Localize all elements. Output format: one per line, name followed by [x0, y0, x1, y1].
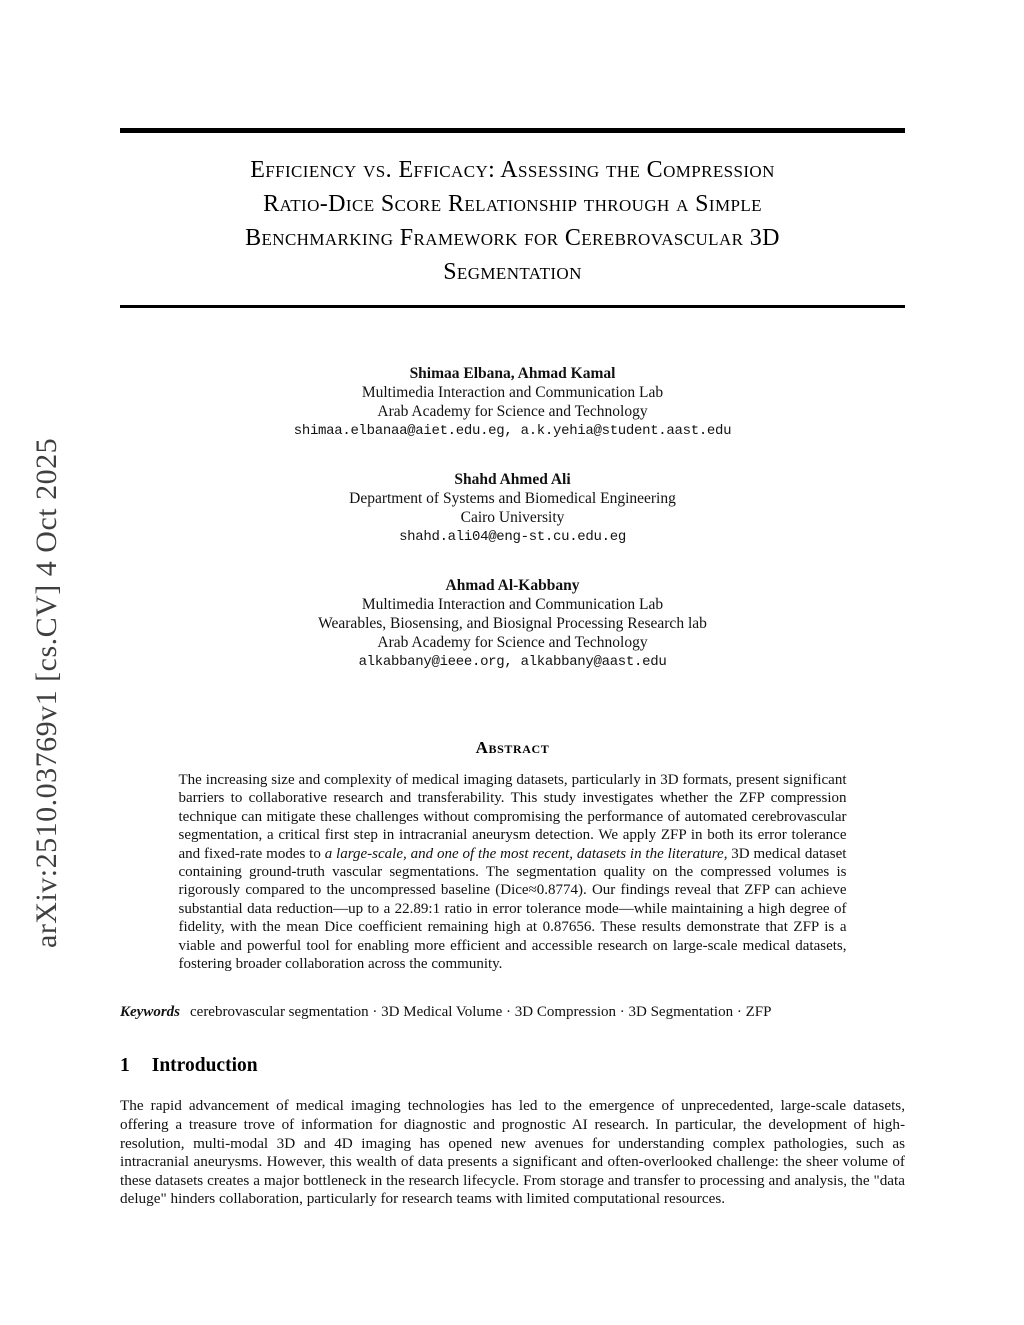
section-number: 1 [120, 1055, 130, 1077]
section-heading-introduction [120, 1055, 905, 1077]
author-email: shahd.ali04@eng-st.cu.edu.eg [399, 529, 626, 545]
paper-title [120, 153, 905, 289]
section-title: Introduction [151, 1055, 258, 1077]
title-line-2: Ratio-Dice Score Relationship through a Simple [263, 191, 762, 217]
author-block-1 [120, 364, 905, 441]
abstract-part-2: , 3D medical dataset containing ground-truth vascular segmentations. The segmentation quality on the compressed volumes is rigorously compared to the uncompressed baseline (Dice≈0.8774). Our findings reveal that ZFP can achieve substantial data reduction—up to a 22.89:1 ratio in error tolerance mode—while maintaining a high degree of fidelity, with the mean Dice coefficient remaining high at 0.87656. These results demonstrate that ZFP is a viable and powerful tool for enabling more efficient and accessible research on large-scale medical datasets, fostering broader collaboration across the community. [178, 845, 847, 973]
author-affiliation: Department of Systems and Biomedical Engineering [349, 490, 676, 507]
title-rule-bottom [120, 305, 905, 308]
introduction-paragraph: The rapid advancement of medical imaging technologies has led to the emergence of unprecedented, large-scale datasets, offering a treasure trove of information for diagnostic and prognostic AI research. In particular, the development of high-resolution, multi-modal 3D and 4D imaging has opened new avenues for understanding complex pathologies, such as intracranial aneurysms. However, this wealth of data presents a significant and often-overlooked challenge: the sheer volume of these datasets creates a major bottleneck in the research lifecycle. From storage and transfer to processing and analysis, the "data deluge" hinders collaboration, particularly for research teams with limited computational resources. [120, 1097, 905, 1208]
author-block-3 [120, 576, 905, 672]
paper-content [120, 0, 905, 1209]
author-affiliation: Arab Academy for Science and Technology [377, 634, 648, 651]
author-name: Ahmad Al-Kabbany [445, 577, 580, 594]
abstract-italic-phrase: a large-scale, and one of the most recent, datasets in the literature [324, 845, 724, 862]
author-name: Shahd Ahmed Ali [454, 471, 571, 488]
keywords-line [120, 1003, 905, 1022]
title-line-3: Benchmarking Framework for Cerebrovascular 3D [245, 225, 780, 251]
author-block-2 [120, 470, 905, 547]
author-email: shimaa.elbanaa@aiet.edu.eg, a.k.yehia@student.aast.edu [293, 423, 732, 439]
title-rule-top [120, 128, 905, 133]
author-affiliation: Wearables, Biosensing, and Biosignal Processing Research lab [318, 615, 707, 632]
title-line-4: Segmentation [443, 259, 582, 285]
abstract-part-1: The increasing size and complexity of medical imaging datasets, particularly in 3D formats, present significant barriers to collaborative research and transferability. This study investigates whether the ZFP compression technique can mitigate these challenges without compromising the performance of automated cerebrovascular segmentation, a critical first step in intracranial aneurysm detection. We apply ZFP in both its error tolerance and fixed-rate modes to [178, 772, 847, 862]
author-affiliation: Multimedia Interaction and Communication Lab [361, 596, 664, 613]
arxiv-watermark: arXiv:2510.03769v1 [cs.CV] 4 Oct 2025 [30, 437, 63, 948]
author-affiliation: Arab Academy for Science and Technology [377, 403, 648, 420]
keywords-text: cerebrovascular segmentation · 3D Medical Volume · 3D Compression · 3D Segmentation · ZFP [190, 1004, 772, 1021]
author-email: alkabbany@ieee.org, alkabbany@aast.edu [358, 654, 667, 670]
author-affiliation: Multimedia Interaction and Communication Lab [361, 384, 664, 401]
author-name: Shimaa Elbana, Ahmad Kamal [409, 365, 616, 382]
author-section [120, 364, 905, 672]
abstract-heading: Abstract [475, 738, 550, 757]
keywords-label: Keywords [120, 1004, 180, 1021]
abstract-text [179, 771, 847, 973]
author-affiliation: Cairo University [460, 509, 565, 526]
title-line-1: Efficiency vs. Efficacy: Assessing the Compression [250, 157, 775, 183]
